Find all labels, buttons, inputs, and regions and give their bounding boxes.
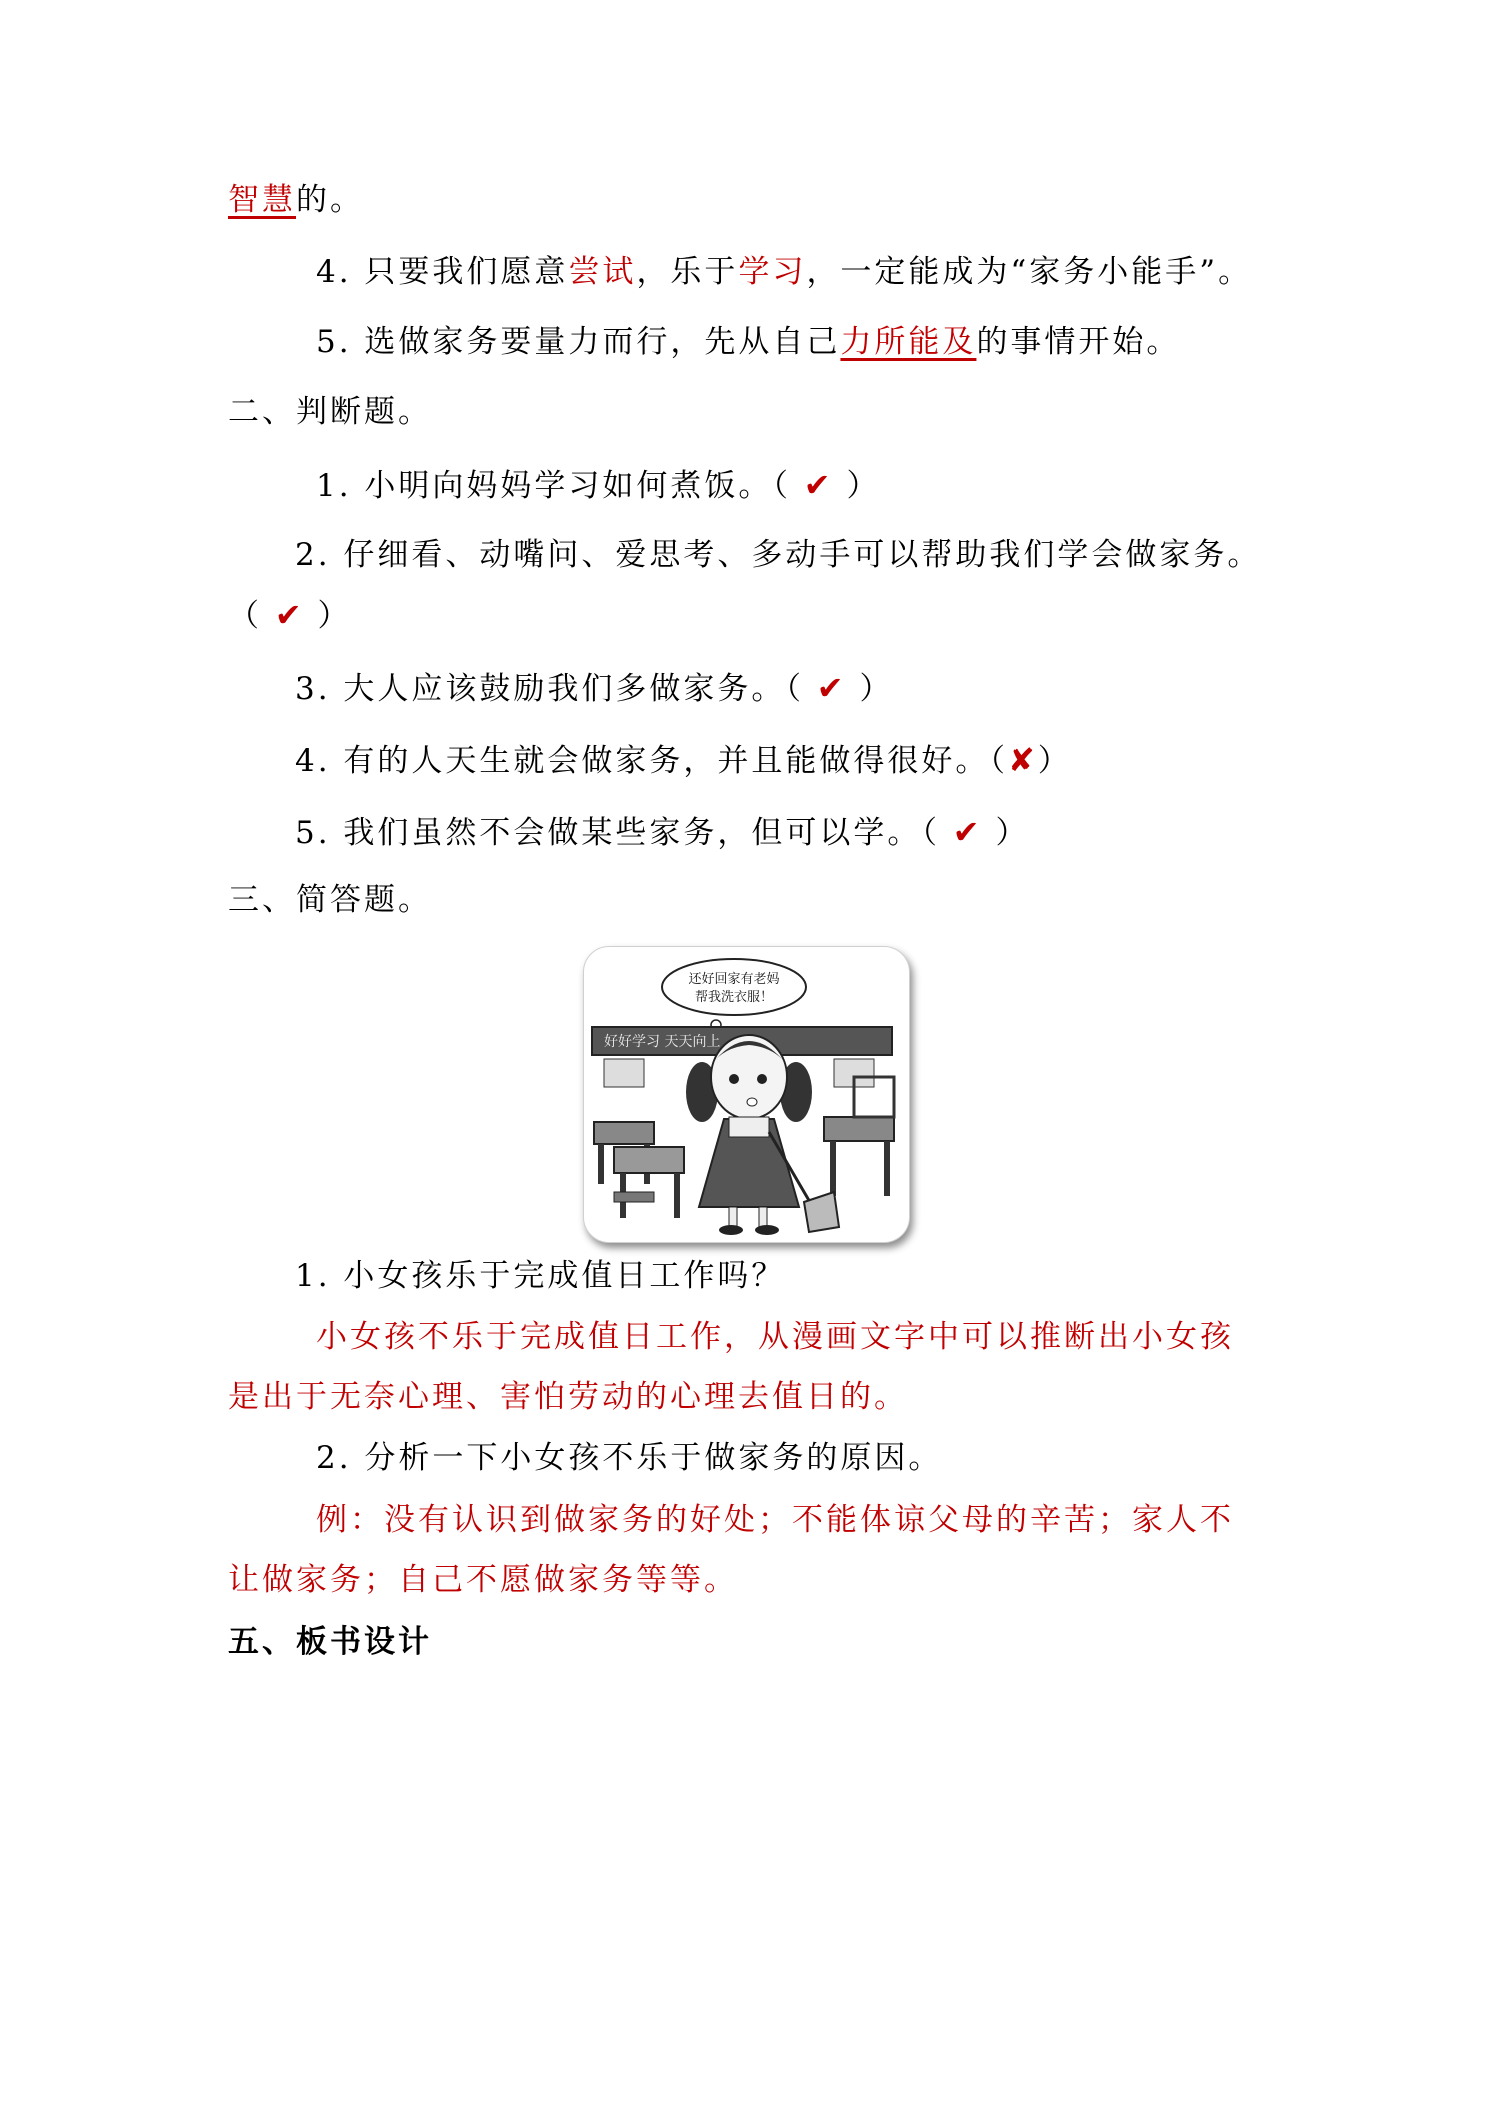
cartoon-illustration <box>584 947 909 1242</box>
blank-answer: 智慧 <box>228 182 296 218</box>
judge-heading: 二、判断题。 <box>228 394 432 430</box>
bracket-open: （ <box>989 743 1008 779</box>
cross-mark-icon: ✘ <box>1007 741 1038 779</box>
answer-1-line-2: 是出于无奈心理、害怕劳动的心理去值日的。 <box>228 1379 908 1415</box>
bubble-text-2: 帮我洗衣服！ <box>694 990 774 1005</box>
blank-suffix: 的。 <box>296 182 364 218</box>
check-mark-icon: ✔ <box>952 813 983 851</box>
board-text: 好好学习 天天向上 <box>604 1034 721 1050</box>
blank-item-4-answer1: 尝试 <box>568 254 637 290</box>
blank-item-4-part3: ，一定能成为“家务小能手”。 <box>806 254 1253 290</box>
blank-item-5-part2: 的事情开始。 <box>976 324 1181 360</box>
judge-item-4 <box>295 740 1072 781</box>
bracket-open: （ <box>228 598 262 634</box>
judge-item-2 <box>295 535 1261 575</box>
bracket-close: ） <box>859 671 894 707</box>
short-answer-heading: 三、简答题。 <box>228 882 432 918</box>
check-mark-icon: ✔ <box>803 466 834 504</box>
blank-line-0 <box>228 180 364 220</box>
bracket-close: ） <box>846 468 881 504</box>
judge-item-5-text: 5. 我们虽然不会做某些家务，但可以学。 <box>295 815 922 851</box>
bracket-close: ） <box>1037 743 1072 779</box>
cartoon-figure <box>583 946 910 1243</box>
check-mark-icon: ✔ <box>816 669 847 707</box>
blank-item-5-answer: 力所能及 <box>840 324 977 360</box>
blank-item-5-part1: 5. 选做家务要量力而行，先从自己 <box>316 324 841 360</box>
question-2: 2. 分析一下小女孩不乐于做家务的原因。 <box>316 1440 943 1476</box>
answer-1-line-1: 小女孩不乐于完成值日工作，从漫画文字中可以推断出小女孩 <box>316 1319 1234 1355</box>
answer-2-line-2: 让做家务；自己不愿做家务等等。 <box>228 1562 738 1598</box>
judge-item-2-text: 2. 仔细看、动嘴问、爱思考、多动手可以帮助我们学会做家务。 <box>295 537 1262 573</box>
question-1: 1. 小女孩乐于完成值日工作吗？ <box>295 1258 786 1294</box>
judge-item-2-answer <box>228 595 352 636</box>
blank-item-4 <box>316 252 1252 292</box>
blank-item-4-part2: ，乐于 <box>636 254 739 290</box>
bracket-open: （ <box>785 671 804 707</box>
blank-item-4-part1: 4. 只要我们愿意 <box>316 254 569 290</box>
answer-2-line-1: 例：没有认识到做家务的好处；不能体谅父母的辛苦；家人不 <box>316 1502 1234 1538</box>
bracket-close: ） <box>995 815 1030 851</box>
bracket-open: （ <box>921 815 940 851</box>
judge-item-1-text: 1. 小明向妈妈学习如何煮饭。 <box>316 468 773 504</box>
bracket-open: （ <box>772 468 791 504</box>
bracket-close: ） <box>317 598 352 634</box>
judge-item-5 <box>295 812 1029 853</box>
check-mark-icon: ✔ <box>274 596 305 634</box>
section-5-heading: 五、板书设计 <box>228 1624 432 1660</box>
judge-item-3 <box>295 668 893 709</box>
judge-item-1 <box>316 465 880 506</box>
blank-item-4-answer2: 学习 <box>738 254 807 290</box>
blank-item-5 <box>316 322 1180 362</box>
judge-item-4-text: 4. 有的人天生就会做家务，并且能做得很好。 <box>295 743 990 779</box>
judge-item-3-text: 3. 大人应该鼓励我们多做家务。 <box>295 671 786 707</box>
bubble-text-1: 还好回家有老妈 <box>688 972 780 987</box>
